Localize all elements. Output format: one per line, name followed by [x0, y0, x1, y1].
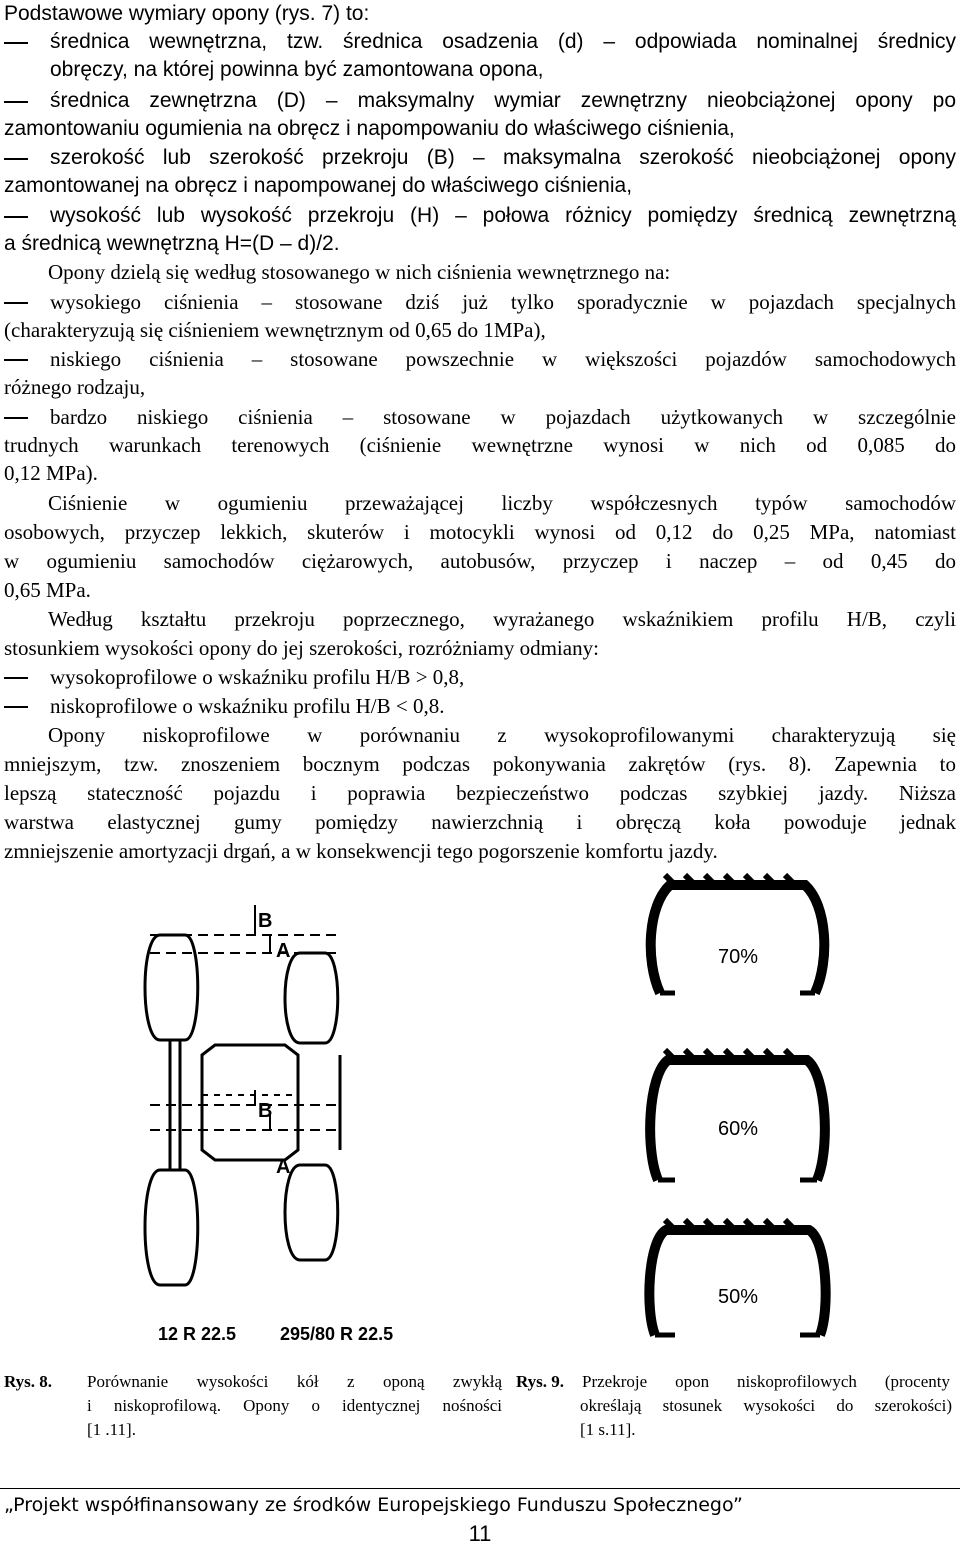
profile-label-50: 50% — [718, 1286, 759, 1308]
list-item-continuation: a średnicą wewnętrzną H=(D – d)/2. — [4, 232, 340, 255]
figure-tire-profiles — [640, 865, 835, 1345]
list-item-high-profile: wysokoprofilowe o wskaźniku profilu H/B > 0,8, — [50, 665, 465, 689]
list-item-continuation: trudnych warunkach terenowych (ciśnienie wewnętrzne wynosi w nich od 0,085 do — [4, 433, 956, 457]
caption-text: [1 .11]. — [87, 1420, 136, 1439]
label-b-bottom: B — [258, 1100, 273, 1122]
paragraph-profile-shape: Według kształtu przekroju poprzecznego, wyrażanego wskaźnikiem profilu H/B, czyli — [48, 607, 956, 631]
list-item-continuation: zamontowanej na obręcz i napompowanej do właściwego ciśnienia, — [4, 174, 633, 197]
profile-label-70: 70% — [718, 946, 759, 968]
caption-text: i niskoprofilową. Opony o identycznej nośności — [87, 1396, 502, 1415]
list-item-continuation: zamontowaniu ogumienia na obręcz i napompowaniu do właściwego ciśnienia, — [4, 117, 735, 140]
caption-text: określają stosunek wysokości do szerokości) — [580, 1396, 952, 1415]
caption-text: Przekroje opon niskoprofilowych (procenty — [582, 1372, 950, 1391]
paragraph-line: lepszą stateczność pojazdu i poprawia bezpieczeństwo podczas szybkiej jazdy. Niższa — [4, 781, 956, 805]
caption-label: Rys. 9. — [516, 1372, 565, 1391]
page-number: 11 — [468, 1521, 492, 1546]
paragraph-low-profile: Opony niskoprofilowe w porównaniu z wysokoprofilowanymi charakteryzują się — [48, 723, 956, 747]
label-a-top: A — [276, 940, 291, 962]
label-tire-left: 12 R 22.5 — [158, 1324, 237, 1344]
paragraph-line: warstwa elastycznej gumy pomiędzy nawierzchnią i obręczą koła powoduje jednak — [4, 810, 956, 834]
label-a-bottom: A — [276, 1156, 291, 1178]
paragraph-line: stosunkiem wysokości opony do jej szerokości, rozróżniamy odmiany: — [4, 636, 599, 660]
profile-label-60: 60% — [718, 1118, 759, 1140]
paragraph-pressure-intro: Opony dzielą się według stosowanego w nich ciśnienia wewnętrznego na: — [48, 260, 671, 284]
caption-figure-8 — [4, 1370, 52, 1394]
paragraph-tire-pressure: Ciśnienie w ogumieniu przeważającej liczby współczesnych typów samochodów — [48, 491, 956, 515]
caption-figure-9 — [516, 1370, 564, 1394]
list-item-very-low-pressure: bardzo niskiego ciśnienia – stosowane w pojazdach użytkowanych w szczególnie — [50, 405, 956, 429]
figure-wheel-comparison — [140, 895, 440, 1350]
list-item-low-pressure: niskiego ciśnienia – stosowane powszechnie w większości pojazdów samochodowych — [50, 347, 956, 371]
list-item-low-profile: niskoprofilowe o wskaźniku profilu H/B < 0,8. — [50, 694, 445, 718]
paragraph-line: zmniejszenie amortyzacji drgań, a w konsekwencji tego pogorszenie komfortu jazdy. — [4, 839, 718, 863]
label-b-top: B — [258, 910, 273, 932]
caption-label: Rys. 8. — [4, 1372, 53, 1391]
label-tire-right: 295/80 R 22.5 — [280, 1324, 394, 1344]
caption-text: [1 s.11]. — [580, 1420, 636, 1439]
list-item-outer-diameter: średnica zewnętrzna (D) – maksymalny wymiar zewnętrzny nieobciążonej opony po — [50, 89, 956, 112]
list-item-continuation: różnego rodzaju, — [4, 375, 146, 399]
list-item-width: szerokość lub szerokość przekroju (B) – maksymalna szerokość nieobciążonej opony — [50, 146, 956, 169]
paragraph-line: mniejszym, tzw. znoszeniem bocznym podczas pokonywania zakrętów (rys. 8). Zapewnia to — [4, 752, 956, 776]
paragraph-line: w ogumieniu samochodów ciężarowych, autobusów, przyczep i naczep – od 0,45 do — [4, 549, 956, 573]
caption-text: Porównanie wysokości kół z oponą zwykłą — [87, 1372, 502, 1391]
list-item-continuation: 0,12 MPa). — [4, 461, 98, 485]
footer-divider — [0, 1488, 960, 1489]
list-item-continuation: (charakteryzują się ciśnieniem wewnętrznym od 0,65 do 1MPa), — [4, 318, 546, 342]
list-item-high-pressure: wysokiego ciśnienia – stosowane dziś już tylko sporadycznie w pojazdach specjalnych — [50, 290, 956, 314]
list-item-inner-diameter: średnica wewnętrzna, tzw. średnica osadzenia (d) – odpowiada nominalnej średnicy — [50, 30, 956, 53]
paragraph-line: osobowych, przyczep lekkich, skuterów i motocykli wynosi od 0,12 do 0,25 MPa, natomiast — [4, 520, 956, 544]
paragraph-intro: Podstawowe wymiary opony (rys. 7) to: — [4, 2, 370, 25]
list-item-height: wysokość lub wysokość przekroju (H) – połowa różnicy pomiędzy średnicą zewnętrzną — [50, 204, 956, 227]
paragraph-line: 0,65 MPa. — [4, 578, 91, 602]
footer-text: „Projekt współfinansowany ze środków Europejskiego Funduszu Społecznego” — [4, 1494, 743, 1516]
list-item-continuation: obręczy, na której powinna być zamontowana opona, — [50, 58, 544, 81]
